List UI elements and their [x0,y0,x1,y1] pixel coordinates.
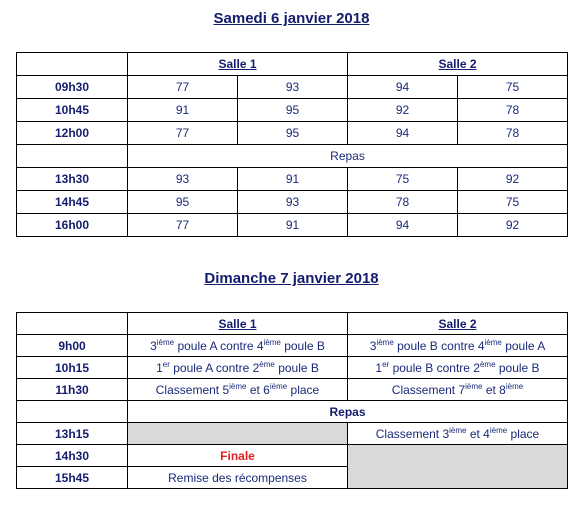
score-cell: 92 [348,99,458,122]
table-row [17,76,568,99]
table-row [17,423,568,445]
score-cell: 93 [238,191,348,214]
sunday-title: Dimanche 7 janvier 2018 [204,270,379,287]
empty-gray-cell [348,445,568,489]
time-cell: 10h45 [17,99,128,122]
score-cell: 77 [128,214,238,237]
time-cell: 13h30 [17,168,128,191]
match-cell: 1er poule B contre 2ème poule B [348,357,568,379]
score-cell: 91 [238,168,348,191]
table-row [17,122,568,145]
score-cell: 91 [128,99,238,122]
salle-1-header: Salle 1 [128,53,348,76]
table-header-row [17,313,568,335]
table-header-row [17,53,568,76]
score-cell: 75 [458,191,568,214]
score-cell: 95 [128,191,238,214]
time-cell: 16h00 [17,214,128,237]
header-empty-cell [17,313,128,335]
match-cell: 3ième poule B contre 4ième poule A [348,335,568,357]
table-row [17,445,568,467]
score-cell: 95 [238,122,348,145]
score-cell: 93 [128,168,238,191]
score-cell: 92 [458,168,568,191]
time-cell: 13h15 [17,423,128,445]
time-cell: 10h15 [17,357,128,379]
break-empty-cell [17,401,128,423]
score-cell: 78 [458,99,568,122]
score-cell: 95 [238,99,348,122]
awards-cell: Remise des récompenses [128,467,348,489]
table-row [17,191,568,214]
break-label: Repas [128,401,568,423]
table-row [17,379,568,401]
score-cell: 94 [348,214,458,237]
table-row [17,357,568,379]
score-cell: 94 [348,76,458,99]
finale-cell: Finale [128,445,348,467]
table-row [17,214,568,237]
ranking-cell: Classement 5ième et 6ième place [128,379,348,401]
score-cell: 75 [458,76,568,99]
ranking-cell: Classement 3ième et 4ième place [348,423,568,445]
score-cell: 78 [458,122,568,145]
time-cell: 09h30 [17,76,128,99]
ranking-cell: Classement 7ième et 8ième [348,379,568,401]
break-row [17,145,568,168]
empty-gray-cell [128,423,348,445]
break-empty-cell [17,145,128,168]
table-row [17,99,568,122]
match-cell: 3ième poule A contre 4ième poule B [128,335,348,357]
salle-2-header: Salle 2 [348,53,568,76]
time-cell: 9h00 [17,335,128,357]
score-cell: 92 [458,214,568,237]
match-cell: 1er poule A contre 2ème poule B [128,357,348,379]
score-cell: 78 [348,191,458,214]
time-cell: 12h00 [17,122,128,145]
score-cell: 75 [348,168,458,191]
sunday-schedule-table [16,312,568,489]
score-cell: 94 [348,122,458,145]
table-row [17,335,568,357]
saturday-schedule-table [16,52,568,237]
time-cell: 14h45 [17,191,128,214]
break-label: Repas [128,145,568,168]
score-cell: 91 [238,214,348,237]
salle-1-header: Salle 1 [128,313,348,335]
saturday-title: Samedi 6 janvier 2018 [213,10,370,27]
salle-2-header: Salle 2 [348,313,568,335]
time-cell: 14h30 [17,445,128,467]
score-cell: 77 [128,122,238,145]
table-row [17,168,568,191]
score-cell: 77 [128,76,238,99]
time-cell: 15h45 [17,467,128,489]
time-cell: 11h30 [17,379,128,401]
break-row [17,401,568,423]
score-cell: 93 [238,76,348,99]
header-empty-cell [17,53,128,76]
